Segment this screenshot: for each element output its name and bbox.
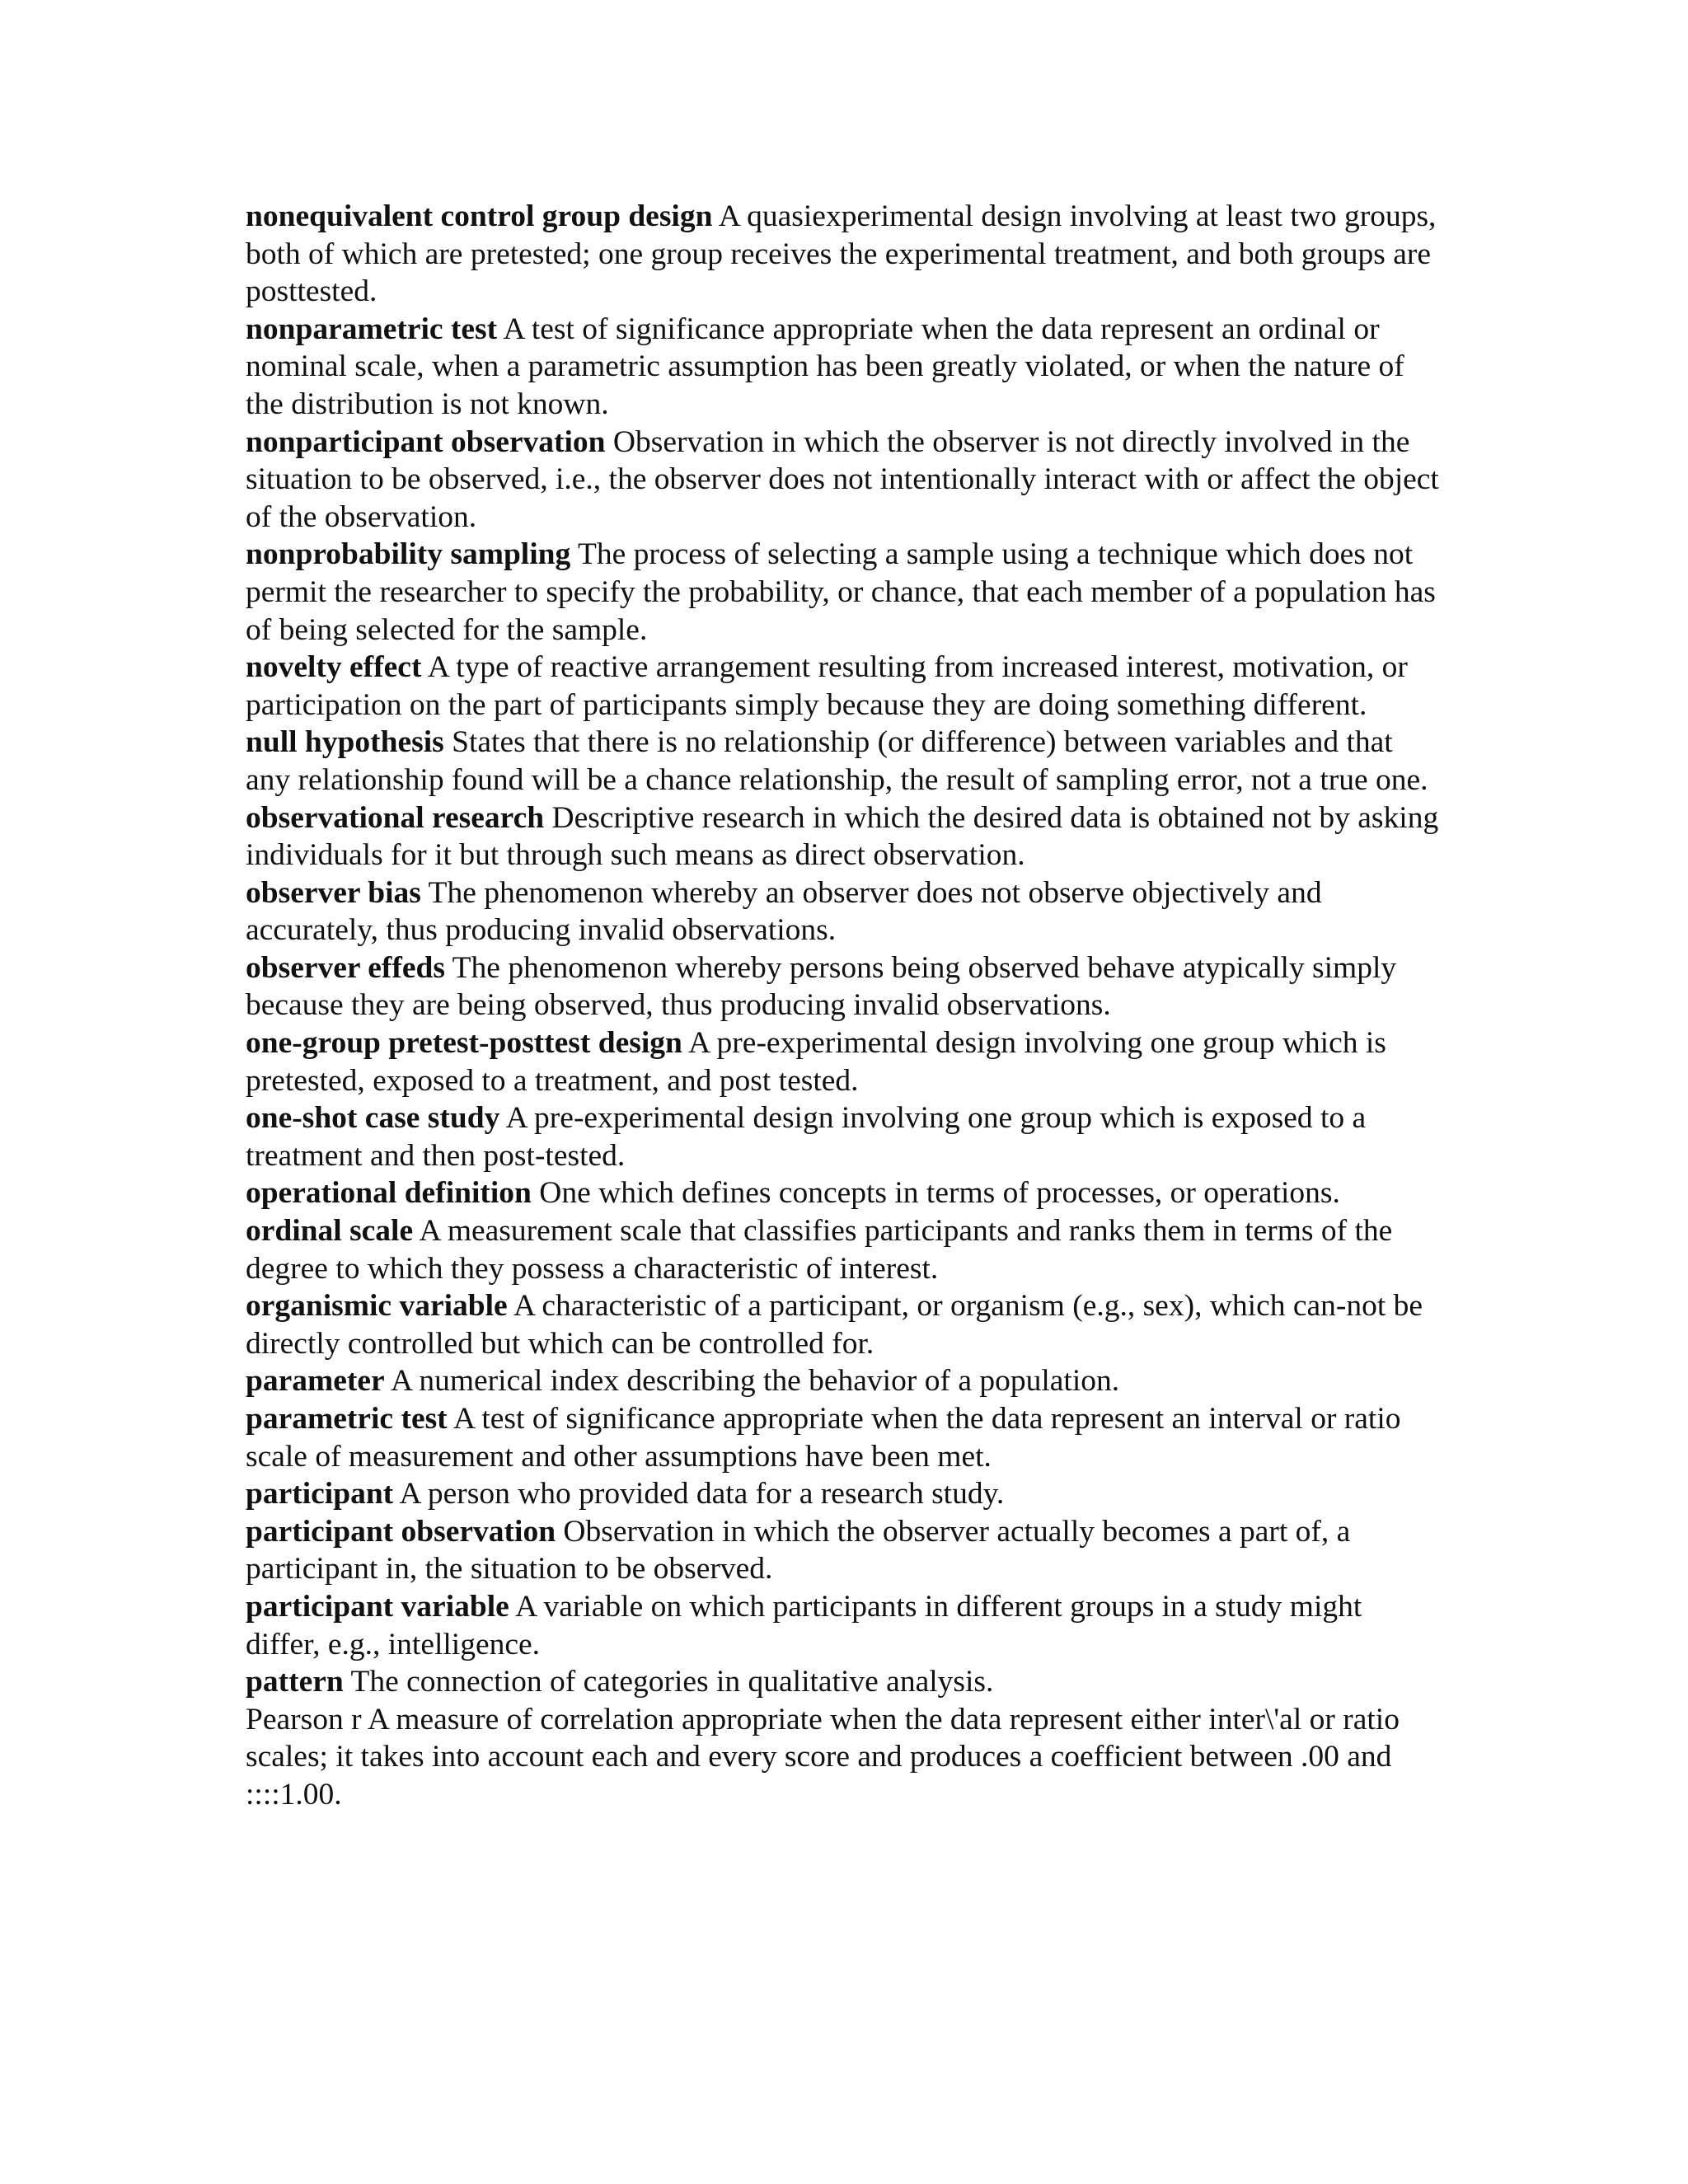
glossary-definition: Descriptive research in which the desired data is obtained not by asking individuals for it but through such means as direct observation.: [246, 800, 1439, 873]
glossary-term: novelty effect: [246, 650, 422, 685]
glossary-definition: The phenomenon whereby an observer does not observe objectively and accurately, thus producing invalid observations.: [246, 875, 1322, 948]
glossary-term: observer effeds: [246, 950, 445, 985]
glossary-term: nonprobability sampling: [246, 537, 571, 572]
glossary-entry: [246, 1024, 1441, 1099]
glossary-definition: A type of reactive arrangement resulting from increased interest, motivation, or participation on the part of participants simply because they are doing something different.: [246, 650, 1408, 722]
glossary-entry: [246, 949, 1441, 1024]
glossary-entry: [246, 536, 1441, 649]
glossary-term: one-shot case study: [246, 1101, 500, 1136]
glossary-term: ordinal scale: [246, 1214, 414, 1249]
glossary-list: [246, 198, 1441, 1814]
glossary-entry: [246, 799, 1441, 874]
glossary-definition: A test of significance appropriate when the data represent an ordinal or nominal scale, when a parametric assumption has been greatly violated, or when the nature of the distribution is not known.: [246, 312, 1404, 421]
glossary-entry: [246, 1099, 1441, 1174]
glossary-entry: [246, 424, 1441, 537]
glossary-entry: [246, 311, 1441, 424]
glossary-definition: Observation in which the observer actually becomes a part of, a participant in, the situation to be observed.: [246, 1514, 1351, 1586]
glossary-definition: A pre-experimental design involving one group which is pretested, exposed to a treatment, and post tested.: [246, 1026, 1386, 1098]
glossary-definition: A pre-experimental design involving one group which is exposed to a treatment and then post-tested.: [246, 1101, 1367, 1173]
glossary-definition: A characteristic of a participant, or organism (e.g., sex), which can-not be directly controlled but which can be controlled for.: [246, 1289, 1423, 1361]
glossary-entry: [246, 1513, 1441, 1588]
glossary-term: parameter: [246, 1364, 385, 1399]
glossary-definition: A quasiexperimental design involving at least two groups, both of which are pretested; one group receives the experimental treatment, and both groups are posttested.: [246, 199, 1437, 309]
glossary-entry: [246, 1701, 1441, 1814]
glossary-definition: The phenomenon whereby persons being observed behave atypically simply because they are being observed, thus producing invalid observations.: [246, 950, 1397, 1023]
glossary-entry: [246, 874, 1441, 949]
glossary-definition: A measure of correlation appropriate when the data represent either inter\'al or ratio scales; it takes into account each and every score and produces a coefficient between .00 and ::::1.00.: [246, 1702, 1400, 1811]
glossary-entry: [246, 1663, 1441, 1701]
glossary-term: participant: [246, 1477, 394, 1511]
glossary-entry: [246, 649, 1441, 724]
glossary-term: observer bias: [246, 875, 421, 910]
glossary-entry: [246, 1400, 1441, 1475]
glossary-definition: A measurement scale that classifies participants and ranks them in terms of the degree to which they possess a characteristic of interest.: [246, 1214, 1393, 1286]
glossary-term: one-group pretest-posttest design: [246, 1026, 682, 1061]
glossary-term: organismic variable: [246, 1289, 508, 1324]
glossary-entry: [246, 1588, 1441, 1663]
glossary-definition: A test of significance appropriate when the data represent an interval or ratio scale of measurement and other assumptions have been met.: [246, 1402, 1401, 1474]
glossary-term: operational definition: [246, 1176, 532, 1211]
glossary-term: parametric test: [246, 1402, 448, 1436]
glossary-term: Pearson r: [246, 1702, 362, 1736]
glossary-definition: One which defines concepts in terms of processes, or operations.: [539, 1176, 1340, 1211]
glossary-term: nonparticipant observation: [246, 424, 606, 459]
glossary-definition: A variable on which participants in different groups in a study might differ, e.g., intelligence.: [246, 1589, 1362, 1661]
glossary-definition: A person who provided data for a research study.: [399, 1477, 1005, 1511]
glossary-definition: A numerical index describing the behavior of a population.: [390, 1364, 1120, 1399]
glossary-definition: The connection of categories in qualitative analysis.: [350, 1665, 994, 1699]
glossary-entry: [246, 1212, 1441, 1287]
glossary-term: participant variable: [246, 1589, 509, 1624]
glossary-definition: States that there is no relationship (or difference) between variables and that any relationship found will be a chance relationship, the result of sampling error, not a true one.: [246, 725, 1428, 797]
glossary-term: nonparametric test: [246, 312, 498, 346]
glossary-term: nonequivalent control group design: [246, 199, 713, 233]
glossary-entry: [246, 724, 1441, 799]
glossary-term: pattern: [246, 1665, 344, 1699]
glossary-entry: [246, 1287, 1441, 1362]
glossary-entry: [246, 1362, 1441, 1400]
glossary-term: observational research: [246, 800, 545, 835]
glossary-entry: [246, 198, 1441, 311]
glossary-definition: Observation in which the observer is not directly involved in the situation to be observed, i.e., the observer does not intentionally interact with or affect the object of the observation.: [246, 424, 1439, 534]
glossary-term: participant observation: [246, 1514, 556, 1549]
glossary-term: null hypothesis: [246, 725, 444, 760]
glossary-definition: The process of selecting a sample using a technique which does not permit the researcher to specify the probability, or chance, that each member of a population has of being selected for the sample.: [246, 537, 1436, 647]
glossary-entry: [246, 1475, 1441, 1513]
glossary-entry: [246, 1174, 1441, 1212]
